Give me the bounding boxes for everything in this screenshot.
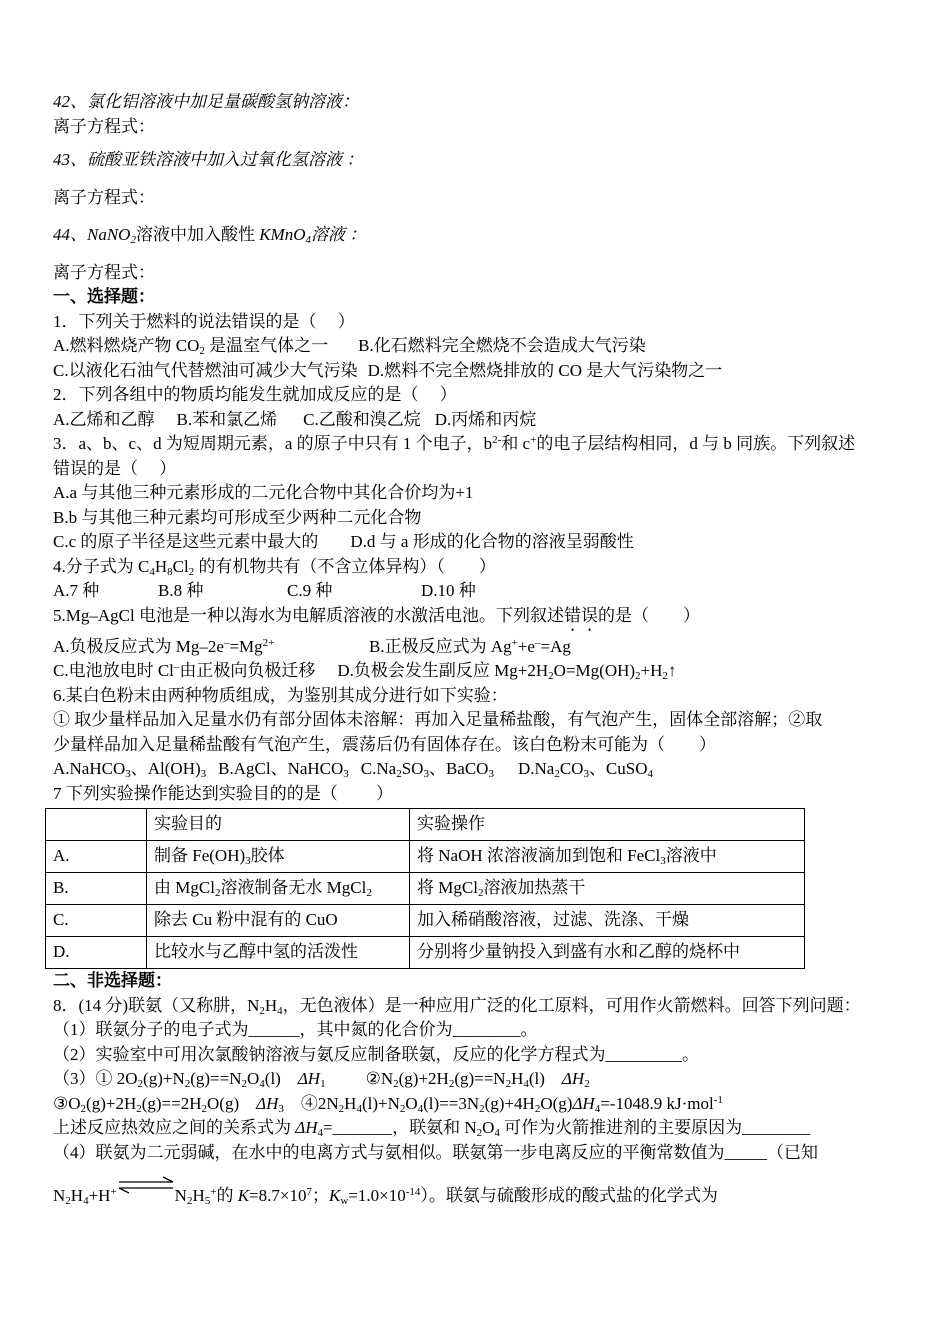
- eq5-sup2: +: [210, 1186, 217, 1198]
- table-header-row: [46, 809, 805, 841]
- eq5-kw: K: [328, 1186, 341, 1205]
- delta-h3-sub: 3: [278, 1102, 284, 1115]
- q44-prefix: 44、: [53, 225, 87, 244]
- q5-option-a: A.负极反应式为 Mg–2e: [53, 636, 224, 656]
- q1-option-a: A.燃料燃烧产物 CO: [53, 336, 200, 355]
- eq5-j: ）。联氨与硫酸形成的酸式盐的化学式为: [420, 1186, 718, 1205]
- q6-option-c-sub2: 3: [423, 768, 429, 780]
- q43-equation-label: [53, 186, 903, 211]
- eq4-a: ④2N: [283, 1093, 339, 1113]
- q1-option-c: C.以液化石油气代替燃油可减少大气污染: [53, 360, 358, 380]
- q5-option-c-rest: 由正极向负极迁移: [179, 661, 316, 680]
- q8-part3-eq34: [53, 1092, 903, 1117]
- rowB-purpose: 由 MgCl: [154, 878, 215, 898]
- q42-text: [53, 90, 903, 115]
- table-cell-label: D.: [46, 937, 147, 969]
- q6-option-a: A.NaHCO: [53, 759, 126, 778]
- eq5-a: N: [53, 1186, 66, 1205]
- eq5-kw-sub: w: [340, 1195, 349, 1207]
- eq2-e: (l): [528, 1069, 562, 1088]
- q4-options: [53, 579, 903, 604]
- q8-stem-part1: 8．(14 分)联氨（又称肼，N: [53, 995, 260, 1015]
- eq2-sub4: 4: [523, 1078, 529, 1090]
- eq5-g: =8.7×10: [249, 1186, 307, 1205]
- table-cell-purpose: [147, 873, 410, 905]
- q2-option-c: C.乙酸和溴乙烷: [303, 409, 421, 429]
- table-cell-label: A.: [46, 841, 147, 873]
- q42-equation-label: [53, 115, 903, 140]
- q8-part4-equilibrium: [53, 1175, 903, 1209]
- eq3-b: (g)+2H: [86, 1093, 137, 1113]
- q5-option-b: B.正极反应式为 Ag: [369, 636, 512, 656]
- eq3-sub2: 2: [136, 1102, 142, 1115]
- q1-option-a-rest: 是温室气体之一: [204, 336, 329, 355]
- q6-stem-line2: ① 取少量样品加入足量水仍有部分固体未溶解：再加入足量稀盐酸，有气泡产生，固体全部溶解；②取: [53, 710, 823, 729]
- delta-h4: ΔH: [572, 1093, 595, 1113]
- q3-stem-part2: 和 c: [501, 434, 531, 453]
- rowB-purpose-rest: 溶液制备无水 MgCl: [220, 878, 367, 898]
- rowA-purpose-rest: 胶体: [250, 846, 285, 866]
- relation-d: 可作为火箭推进剂的主要原因为________: [499, 1118, 811, 1137]
- eq5-sup1: +: [110, 1186, 117, 1198]
- q5-stem-part1: 5.Mg–AgCl 电池是一种以海水为电解质溶液的水激活电池。下列叙述: [53, 605, 564, 625]
- table-cell-purpose: 比较水与乙醇中氢的活泼性: [147, 937, 410, 969]
- q6-option-d-mid2: 、CuSO: [588, 759, 648, 778]
- q6-option-c-sub3: 3: [488, 768, 494, 780]
- q5-option-d-sub2: 2: [635, 670, 641, 682]
- q4-option-a: A.7 种: [53, 581, 100, 600]
- section1-heading: 一、选择题：: [53, 287, 155, 306]
- q5-options-cd: [53, 659, 903, 684]
- q2-stem: 2．下列各组中的物质均能发生就加成反应的是（ ）: [53, 385, 457, 404]
- eq4-g: O(g): [540, 1093, 573, 1113]
- q5-option-d: D.负极会发生副反应 Mg+2H: [337, 661, 549, 680]
- eq1-sub2: 2: [184, 1078, 191, 1090]
- eq4-value: =-1048.9 kJ·mol: [600, 1093, 714, 1113]
- relation-sub2: 4: [494, 1127, 500, 1139]
- q5-option-d-sub1: 2: [548, 670, 554, 682]
- eq1-c: (g)==N: [190, 1069, 242, 1088]
- q3-option-a: A.a 与其他三种元素形成的二元化合物中其化合价均为+1: [53, 483, 474, 502]
- q6-option-c: C.Na: [360, 759, 397, 778]
- q2-options: [53, 408, 903, 433]
- eq5-sub4: 5: [204, 1195, 211, 1207]
- eq4-f: (g)+4H: [484, 1093, 535, 1113]
- eq5-c: +H: [88, 1186, 111, 1205]
- q3-stem-part3: 的电子层结构相同，d 与 b 同族。下列叙述: [536, 434, 856, 453]
- rowB-operation-rest: 溶液加热蒸干: [483, 878, 586, 898]
- q7-stem: 7 下列实验操作能达到实验目的的是（ ）: [53, 783, 393, 803]
- q8-stem-part3: ，无色液体）是一种应用广泛的化工原料，可用作火箭燃料。回答下列问题：: [282, 995, 861, 1015]
- eq3-a: ③O: [53, 1093, 81, 1113]
- q6-stem: 6.某白色粉末由两种物质组成，为鉴别其成分进行如下实验：: [53, 685, 508, 705]
- q6-option-d-sub3: 4: [647, 768, 654, 780]
- q5-stem: [53, 604, 903, 635]
- q1-option-d: D.燃料不完全燃烧排放的 CO 是大气污染物之一: [367, 360, 723, 380]
- delta-h1: ΔH: [297, 1069, 321, 1088]
- eq5-sub3: 2: [186, 1195, 193, 1207]
- table-cell-operation: 加入稀硝酸溶液，过滤、洗涤、干燥: [410, 905, 805, 937]
- q4-stem-part3: Cl: [172, 556, 189, 576]
- q2-option-b: B.苯和氯乙烯: [176, 409, 278, 429]
- relation-dh-sub: 4: [317, 1127, 324, 1139]
- eq1-sub3: 2: [241, 1078, 247, 1090]
- q5-option-b-sup2: –: [534, 636, 541, 649]
- q4-stem-part4: 的有机物共有（不含立体异构）（ ）: [194, 556, 496, 576]
- q7-experiment-table: [45, 808, 805, 969]
- eq5-i: =1.0×10: [348, 1186, 406, 1205]
- q1-options-ab: [53, 334, 903, 359]
- q42-label: 42、氯化铝溶液中加足量碳酸氢钠溶液：: [53, 92, 359, 111]
- table-row: [46, 937, 805, 969]
- eq5-sup3: 7: [306, 1186, 312, 1198]
- eq2-sub2: 2: [448, 1078, 455, 1090]
- rowA-operation-rest: 溶液中: [665, 846, 717, 866]
- q44-formula-a: NaNO: [87, 225, 131, 244]
- q5-option-a-sup1: –: [223, 636, 230, 649]
- eq2-b: (g)+2H: [398, 1069, 449, 1088]
- q3-stem: [53, 432, 903, 457]
- q6-option-a-sub1: 3: [125, 768, 131, 780]
- q5-option-a-rest: =Mg: [229, 636, 263, 656]
- q8-part4: （4）联氨为二元弱碱，在水中的电离方式与氨相似。联氨第一步电离反应的平衡常数值为_____（已知: [53, 1142, 818, 1162]
- exam-page: [53, 90, 903, 1209]
- q43-text: [53, 148, 903, 173]
- eq1-b: (g)+N: [143, 1069, 185, 1088]
- q3-option-c: C.c 的原子半径是这些元素中最大的: [53, 532, 319, 551]
- q5-option-d-end: ↑: [667, 661, 677, 680]
- q1-options-cd: [53, 359, 903, 384]
- q6-option-d-sub1: 2: [554, 768, 560, 780]
- rowB-purpose-sub2: 2: [366, 887, 372, 900]
- q44-formula-a-sub: 2: [130, 234, 136, 246]
- table-cell-purpose: 除去 Cu 粉中混有的 CuO: [147, 905, 410, 937]
- q6-option-c-mid: SO: [401, 759, 424, 778]
- table-row: [46, 873, 805, 905]
- q44-formula-c: KMnO: [259, 225, 306, 244]
- reversible-arrow-icon: [117, 1175, 175, 1195]
- relation-c: O: [482, 1118, 495, 1137]
- eq3-sub3: 2: [201, 1102, 207, 1115]
- rowB-purpose-sub: 2: [214, 887, 221, 900]
- eq4-d: O: [405, 1093, 418, 1113]
- eq4-b: H: [344, 1093, 357, 1113]
- eq2-a: ②N: [365, 1069, 394, 1088]
- eq4-unit-sup: -1: [713, 1093, 723, 1106]
- rowA-operation: 将 NaOH 浓溶液滴加到饱和 FeCl: [417, 846, 661, 866]
- q4-stem-part1: 4.分子式为 C: [53, 556, 150, 576]
- eq2-c: (g)==N: [454, 1069, 506, 1088]
- table-cell-operation: [410, 841, 805, 873]
- q8-stem-sub2: 4: [277, 1004, 283, 1017]
- q6-option-d-sub2: 3: [583, 768, 589, 780]
- delta-h2-sub: 2: [584, 1078, 590, 1090]
- table-cell-operation: 分别将少量钠投入到盛有水和乙醇的烧杯中: [410, 937, 805, 969]
- q6-option-c-mid2: 、BaCO: [428, 759, 489, 778]
- q5-option-b-rest: =Ag: [540, 636, 571, 656]
- q6-options: [53, 757, 903, 782]
- q1-option-b: B.化石燃料完全燃烧不会造成大气污染: [358, 336, 646, 355]
- eq5-e: H: [192, 1186, 205, 1205]
- eq2-sub3: 2: [505, 1078, 512, 1090]
- q6-option-a-sub2: 3: [200, 768, 207, 780]
- q5-option-d-sub3: 2: [662, 670, 668, 682]
- table-header-cell: [46, 809, 147, 841]
- rowA-purpose: 制备 Fe(OH): [154, 846, 246, 866]
- eq5-sub2: 4: [83, 1195, 89, 1207]
- q6-stem-line3: 少量样品加入足量稀盐酸有气泡产生，震荡后仍有固体存在。该白色粉末可能为（ ）: [53, 734, 716, 754]
- eq1-d: O: [247, 1069, 260, 1088]
- rowA-operation-sub: 3: [660, 855, 666, 868]
- q8-part3-relation: [53, 1116, 903, 1141]
- q4-option-c: C.9 种: [287, 581, 333, 600]
- q8-part1: （1）联氨分子的电子式为______，其中氮的化合价为________。: [53, 1020, 538, 1039]
- q3-options-cd: [53, 530, 903, 555]
- q8-part2: （2）实验室中可用次氯酸钠溶液与氨反应制备联氨，反应的化学方程式为_________。: [53, 1044, 699, 1064]
- q3-option-b: B.b 与其他三种元素均可形成至少两种二元化合物: [53, 507, 422, 527]
- q4-stem-part2: H: [154, 556, 168, 576]
- q4-sub3: 2: [188, 565, 195, 578]
- q5-option-d-mid: O=Mg(OH): [553, 661, 636, 680]
- q44-end: 溶液 ：: [311, 225, 367, 244]
- q6-option-d-mid: CO: [559, 759, 584, 778]
- relation-dh: ΔH: [295, 1118, 318, 1137]
- table-header-cell: 实验操作: [410, 809, 805, 841]
- q5-option-c: C.电池放电时 Cl: [53, 661, 174, 680]
- eq3-c: (g)==2H: [141, 1093, 202, 1113]
- q5-option-b-mid: +e: [517, 636, 535, 656]
- eq5-h: ；: [311, 1186, 329, 1205]
- q6-option-a-rest: 、Al(OH): [130, 759, 201, 778]
- table-cell-operation: [410, 873, 805, 905]
- q3-stem-sup2: +: [530, 434, 537, 446]
- relation-b: =_______，联氨和 N: [323, 1118, 477, 1137]
- q4-stem: [53, 555, 903, 580]
- q2-option-a: A.乙烯和乙醇: [53, 409, 155, 429]
- q44-eq: 离子方程式：: [53, 262, 155, 282]
- q44-text: [53, 223, 903, 248]
- rowB-operation: 将 MgCl: [417, 878, 478, 898]
- table-row: [46, 841, 805, 873]
- q4-sub1: 4: [149, 565, 155, 578]
- eq5-d: N: [174, 1186, 187, 1205]
- eq4-sub2: 4: [356, 1102, 362, 1115]
- eq2-sub1: 2: [393, 1078, 399, 1090]
- eq4-sub5: 2: [479, 1102, 485, 1115]
- q44-middle: 溶液中加入酸性: [135, 225, 260, 244]
- q5-option-d-mid2: +H: [640, 661, 663, 680]
- q43-eq: 离子方程式：: [53, 187, 155, 207]
- q3-stem-sup1: 2-: [492, 434, 502, 446]
- q3-stem-part1: 3．a、b、c、d 为短周期元素，a 的原子中只有 1 个电子，b: [53, 434, 493, 453]
- eq4-sub1: 2: [338, 1102, 345, 1115]
- q5-options-ab: [53, 635, 903, 660]
- eq4-sub3: 2: [399, 1102, 406, 1115]
- q8-stem-sub1: 2: [259, 1004, 265, 1017]
- q8-part3-eq12: [53, 1067, 903, 1092]
- q5-option-a-sup2: 2+: [262, 636, 275, 649]
- delta-h3: ΔH: [256, 1093, 279, 1113]
- table-cell-label: B.: [46, 873, 147, 905]
- table-cell-purpose: [147, 841, 410, 873]
- q5-option-c-sup: –: [173, 661, 180, 673]
- delta-h1-sub: 1: [320, 1078, 326, 1090]
- table-cell-label: C.: [46, 905, 147, 937]
- eq2-d: H: [511, 1069, 524, 1088]
- q44-equation-label: [53, 261, 903, 286]
- eq4-sub4: 4: [417, 1102, 424, 1115]
- q5-option-b-sup1: +: [511, 636, 518, 649]
- section2-heading: 二、非选择题：: [53, 971, 172, 990]
- delta-h2: ΔH: [561, 1069, 585, 1088]
- table-row: [46, 905, 805, 937]
- eq4-c: (l)+N: [361, 1093, 400, 1113]
- eq5-f: 的: [216, 1186, 238, 1205]
- eq1-sub4: 4: [259, 1078, 265, 1090]
- q44-formula-c-sub: 4: [305, 234, 311, 246]
- rowA-purpose-sub: 3: [245, 855, 251, 868]
- eq3-sub1: 2: [80, 1102, 87, 1115]
- q3-stem-cont: 错误的是（ ）: [53, 458, 177, 478]
- q6-option-c-sub1: 2: [396, 768, 402, 780]
- q2-option-d: D.丙烯和丙烷: [434, 409, 537, 429]
- rowB-operation-sub: 2: [477, 887, 484, 900]
- eq1-a: （3）① 2O: [53, 1069, 138, 1088]
- q5-stem-emphasis: 错误: [563, 605, 598, 625]
- eq5-k: K: [237, 1186, 250, 1205]
- eq1-sub1: 2: [137, 1078, 144, 1090]
- eq1-e: (l): [264, 1069, 298, 1088]
- eq5-b: H: [70, 1186, 84, 1205]
- q8-stem-part2: H: [264, 995, 278, 1015]
- q8-stem: [53, 994, 903, 1019]
- q1-stem: 1．下列关于燃料的说法错误的是（ ）: [53, 311, 355, 331]
- q3-option-d: D.d 与 a 形成的化合物的溶液呈弱酸性: [350, 532, 634, 551]
- eq4-sub6: 2: [534, 1102, 541, 1115]
- q42-eq: 离子方程式：: [53, 116, 155, 136]
- relation-a: 上述反应热效应之间的关系式为: [53, 1118, 296, 1137]
- q1-option-a-sub: 2: [199, 345, 205, 357]
- q4-option-d: D.10 种: [421, 581, 476, 600]
- q6-option-d: D.Na: [517, 759, 555, 778]
- table-header-cell: 实验目的: [147, 809, 410, 841]
- eq4-e: (l)==3N: [423, 1093, 480, 1113]
- q6-option-b: B.AgCl、NaHCO: [218, 759, 344, 778]
- q5-stem-part2: 的是（ ）: [597, 605, 700, 625]
- eq5-sup4: -14: [405, 1186, 421, 1198]
- q4-option-b: B.8 种: [158, 581, 204, 600]
- q43-label: 43、硫酸亚铁溶液中加入过氧化氢溶液 ：: [53, 150, 364, 169]
- relation-sub1: 2: [476, 1127, 483, 1139]
- q6-option-b-sub: 3: [343, 768, 349, 780]
- eq3-d: O(g): [207, 1093, 257, 1113]
- q4-sub2: 8: [167, 565, 173, 578]
- delta-h4-sub: 4: [594, 1102, 601, 1115]
- eq5-sub1: 2: [65, 1195, 71, 1207]
